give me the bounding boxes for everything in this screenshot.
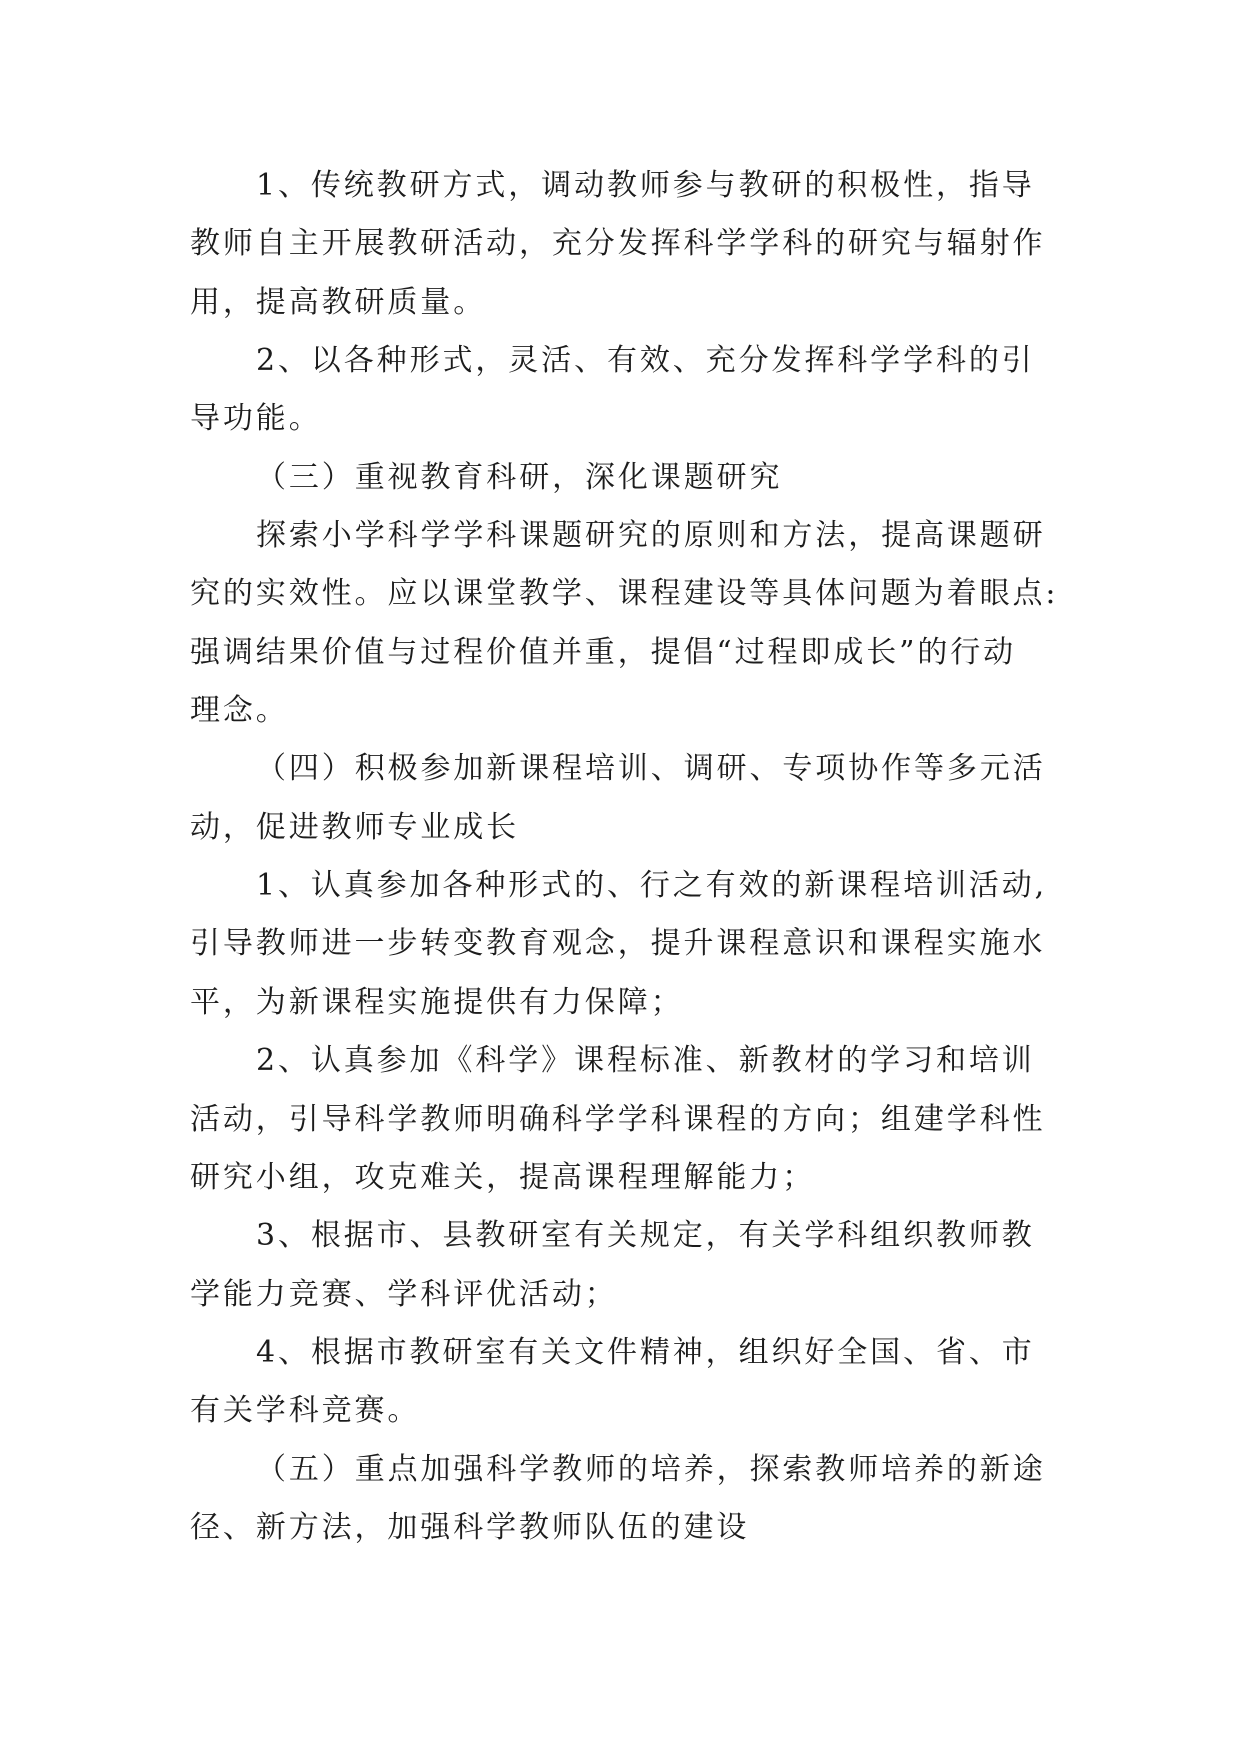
paragraph — [190, 157, 1090, 332]
paragraph — [190, 1032, 1090, 1207]
text-line: 究的实效性。应以课堂教学、课程建设等具体问题为着眼点: — [190, 576, 1059, 612]
text-line: 教师自主开展教研活动，充分发挥科学学科的研究与辐射作 — [190, 226, 1046, 262]
section-heading — [190, 1441, 1090, 1558]
heading-line: （五）重点加强科学教师的培养，探索教师培养的新途 — [256, 1451, 1046, 1487]
text-line: 用，提高教研质量。 — [190, 284, 487, 320]
text-line: 3、根据市、县教研室有关规定，有关学科组织教师教 — [256, 1218, 1035, 1254]
section-heading — [190, 740, 1090, 857]
text-line: 有关学科竞赛。 — [190, 1393, 421, 1429]
text-line: 引导教师进一步转变教育观念，提升课程意识和课程实施水 — [190, 926, 1046, 962]
heading-line: （四）积极参加新课程培训、调研、专项协作等多元活 — [256, 751, 1046, 787]
paragraph — [190, 857, 1090, 1032]
paragraph — [190, 332, 1090, 449]
document-body — [190, 157, 1090, 1557]
text-line: 学能力竞赛、学科评优活动； — [190, 1276, 618, 1312]
text-line: 强调结果价值与过程价值并重，提倡“过程即成长”的行动 — [190, 634, 1017, 670]
heading-line: （三）重视教育科研，深化课题研究 — [256, 459, 783, 495]
text-line: 平，为新课程实施提供有力保障； — [190, 984, 684, 1020]
text-line: 研究小组，攻克难关，提高课程理解能力； — [190, 1159, 816, 1195]
paragraph — [190, 1207, 1090, 1324]
paragraph — [190, 507, 1090, 740]
heading-line: 径、新方法，加强科学教师队伍的建设 — [190, 1509, 750, 1545]
text-line: 1、传统教研方式，调动教师参与教研的积极性，指导 — [256, 168, 1035, 203]
text-line: 4、根据市教研室有关文件精神，组织好全国、省、市 — [256, 1334, 1035, 1370]
text-line: 探索小学科学学科课题研究的原则和方法，提高课题研 — [256, 518, 1046, 554]
heading-line: 动，促进教师专业成长 — [190, 809, 519, 845]
text-line: 活动，引导科学教师明确科学学科课程的方向；组建学科性 — [190, 1101, 1046, 1137]
paragraph — [190, 1324, 1090, 1441]
text-line: 1、认真参加各种形式的、行之有效的新课程培训活动, — [256, 868, 1048, 904]
section-heading — [190, 449, 1090, 507]
text-line: 导功能。 — [190, 401, 322, 437]
text-line: 2、以各种形式，灵活、有效、充分发挥科学学科的引 — [256, 343, 1035, 379]
text-line: 理念。 — [190, 693, 289, 729]
text-line: 2、认真参加《科学》课程标准、新教材的学习和培训 — [256, 1043, 1035, 1079]
